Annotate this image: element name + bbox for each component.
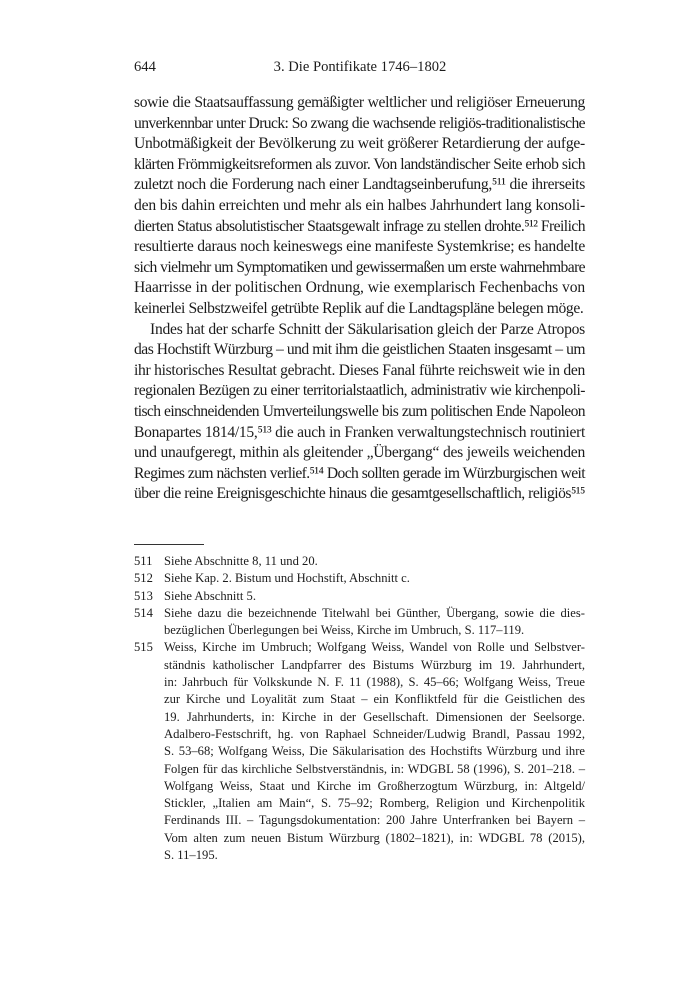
body-line: ihr historisches Resultat gebracht. Dieses Fanal führte reichsweit wie in den — [134, 361, 585, 379]
body-line: über die reine Ereignisgeschichte hinaus die gesamtgesellschaftlich, religiös⁵¹⁵ — [134, 485, 585, 503]
body-line: zuletzt noch die Forderung nach einer Landtagseinberufung,⁵¹¹ die ihrerseits — [134, 176, 585, 194]
body-text — [134, 93, 585, 505]
footnote-line: Folgen für das kirchliche Selbstverständnis, in: WDGBL 58 (1996), S. 201–218. – — [164, 761, 585, 776]
footnote-rule — [134, 544, 204, 545]
body-line: tisch einschneidenden Umverteilungswelle bis zum politischen Ende Napoleon — [134, 402, 585, 420]
footnote-515 — [134, 639, 585, 864]
body-line: keinerlei Selbstzweifel getrübte Replik auf die Landtagspläne belegen möge. — [134, 299, 584, 317]
body-line: den bis dahin erreichten und mehr als ein halbes Jahrhundert lang konsoli- — [134, 196, 585, 214]
body-line: regionalen Bezügen zu einer territorialstaatlich, administrativ wie kirchenpoli- — [134, 382, 585, 400]
body-line: unverkennbar unter Druck: So zwang die wachsende religiös-traditionalistische — [134, 114, 585, 132]
footnote-514 — [134, 605, 585, 640]
footnote-line: Siehe Abschnitte 8, 11 und 20. — [164, 554, 318, 568]
body-line: Haarrisse in der politischen Ordnung, wie exemplarisch Fechenbachs von — [134, 279, 585, 297]
footnote-line: ständnis katholischer Landpfarrer des Bistums Würzburg im 19. Jahrhundert, — [164, 657, 585, 672]
footnote-line: bezüglichen Überlegungen bei Weiss, Kirche im Umbruch, S. 117–119. — [164, 623, 525, 638]
body-line: und unaufgeregt, mithin als gleitender „Übergang“ des jeweils weichenden — [134, 444, 585, 462]
footnote-line: Siehe Abschnitt 5. — [164, 588, 256, 603]
body-line: Bonapartes 1814/15,⁵¹³ die auch in Franken verwaltungstechnisch routiniert — [134, 423, 585, 441]
footnote-line: Weiss, Kirche im Umbruch; Wolfgang Weiss, Wandel von Rolle und Selbstver- — [164, 640, 585, 655]
footnote-line: Wolfgang Weiss, Staat und Kirche im Großherzogtum Würzburg, in: Altgeld/ — [164, 778, 585, 793]
footnote-line: Ferdinands III. – Tagungsdokumentation: 200 Jahre Unterfranken bei Bayern – — [164, 813, 585, 828]
running-head: 3. Die Pontifikate 1746–1802 — [273, 59, 447, 75]
body-line: sowie die Staatsauffassung gemäßigter weltlicher und religiöser Erneuerung — [134, 94, 585, 111]
body-line: resultierte daraus noch keineswegs eine manifeste Systemkrise; es handelte — [134, 238, 585, 256]
footnote-number: 515 — [134, 640, 153, 655]
footnote-number: 513 — [134, 588, 153, 603]
footnote-line: S. 53–68; Wolfgang Weiss, Die Säkularisation des Hochstifts Würzburg und ihre — [164, 744, 585, 759]
body-line: sich vielmehr um Symptomatiken und gewissermaßen um erste wahrnehmbare — [134, 258, 585, 276]
body-line: Indes hat der scharfe Schnitt der Säkularisation gleich der Parze Atropos — [150, 320, 585, 338]
footnote-511 — [134, 553, 585, 570]
body-line: Unbotmäßigkeit der Bevölkerung zu weit größerer Retardierung der aufge- — [134, 135, 585, 153]
page-number: 644 — [134, 59, 156, 75]
footnote-number: 512 — [134, 571, 153, 586]
footnote-number: 511 — [134, 554, 153, 568]
body-line: klärten Frömmigkeitsreformen als zuvor. Von landständischer Seite erhob sich — [134, 155, 585, 173]
body-line: Regimes zum nächsten verlief.⁵¹⁴ Doch sollten gerade im Würzburgischen weit — [134, 464, 585, 482]
footnote-513 — [134, 588, 585, 605]
footnote-line: Siehe dazu die bezeichnende Titelwahl bei Günther, Übergang, sowie die dies- — [164, 605, 585, 620]
footnote-line: Stickler, „Italien am Main“, S. 75–92; Romberg, Religion und Kirchenpolitik — [164, 796, 585, 811]
footnote-line: Siehe Kap. 2. Bistum und Hochstift, Abschnitt c. — [164, 571, 410, 586]
footnote-line: 19. Jahrhunderts, in: Kirche in der Gesellschaft. Dimensionen der Seelsorge. — [164, 709, 585, 724]
footnote-line: in: Jahrbuch für Volkskunde N. F. 11 (1988), S. 45–66; Wolfgang Weiss, Treue — [164, 675, 585, 690]
footnotes — [134, 553, 585, 864]
footnote-number: 514 — [134, 605, 153, 620]
footnote-512 — [134, 570, 585, 587]
footnote-line: Vom alten zum neuen Bistum Würzburg (1802–1821), in: WDGBL 78 (2015), — [164, 830, 585, 845]
body-line: dierten Status absolutistischer Staatsgewalt infrage zu stellen drohte.⁵¹² Freilich — [134, 217, 585, 235]
footnote-line: S. 11–195. — [164, 848, 218, 863]
footnote-line: zur Kirche und Loyalität zum Staat – ein Konfliktfeld für die Geistlichen des — [164, 692, 585, 707]
body-line: das Hochstift Würzburg – und mit ihm die geistlichen Staaten insgesamt – um — [134, 341, 585, 359]
footnote-line: Adalbero-Festschrift, hg. von Raphael Schneider/Ludwig Brandl, Passau 1992, — [164, 726, 585, 741]
